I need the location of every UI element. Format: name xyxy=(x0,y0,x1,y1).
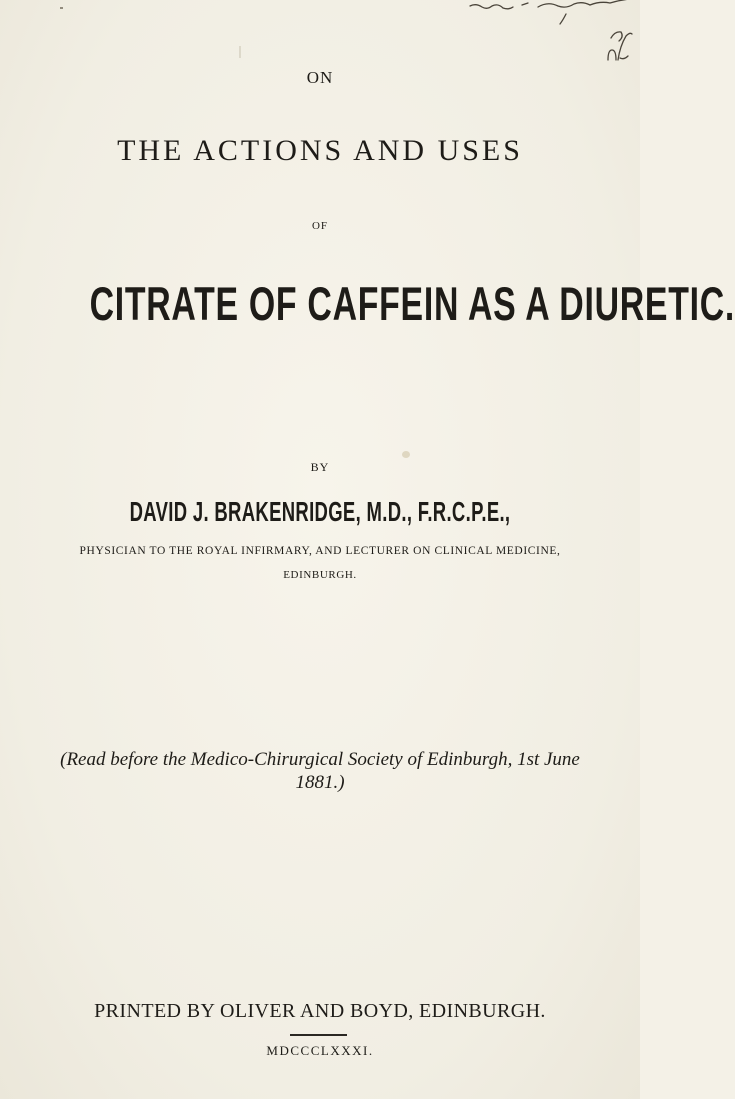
title-line-1: THE ACTIONS AND USES xyxy=(117,134,523,167)
author-city: EDINBURGH. xyxy=(283,569,357,581)
read-note-line-2: 1881.) xyxy=(295,772,345,793)
title-connector-of: OF xyxy=(311,220,329,232)
publication-date: MDCCCLXXXI. xyxy=(266,1043,374,1058)
title-prefix-on: ON xyxy=(306,68,334,87)
author-position: PHYSICIAN TO THE ROYAL INFIRMARY, AND LECTURER ON CLINICAL MEDICINE, xyxy=(79,545,561,557)
title-line-2: CITRATE OF CAFFEIN AS A DIURETIC. xyxy=(89,277,735,330)
read-note-line-1: (Read before the Medico-Chirurgical Society of Edinburgh, 1st June xyxy=(60,749,580,770)
printer-imprint: PRINTED BY OLIVER AND BOYD, EDINBURGH. xyxy=(94,1000,546,1022)
author-name: DAVID J. BRAKENRIDGE, M.D., F.R.C.P.E., xyxy=(129,496,511,527)
byline-by: BY xyxy=(310,460,330,474)
paper-stain xyxy=(402,451,410,458)
imprint-rule-divider xyxy=(290,1034,347,1036)
